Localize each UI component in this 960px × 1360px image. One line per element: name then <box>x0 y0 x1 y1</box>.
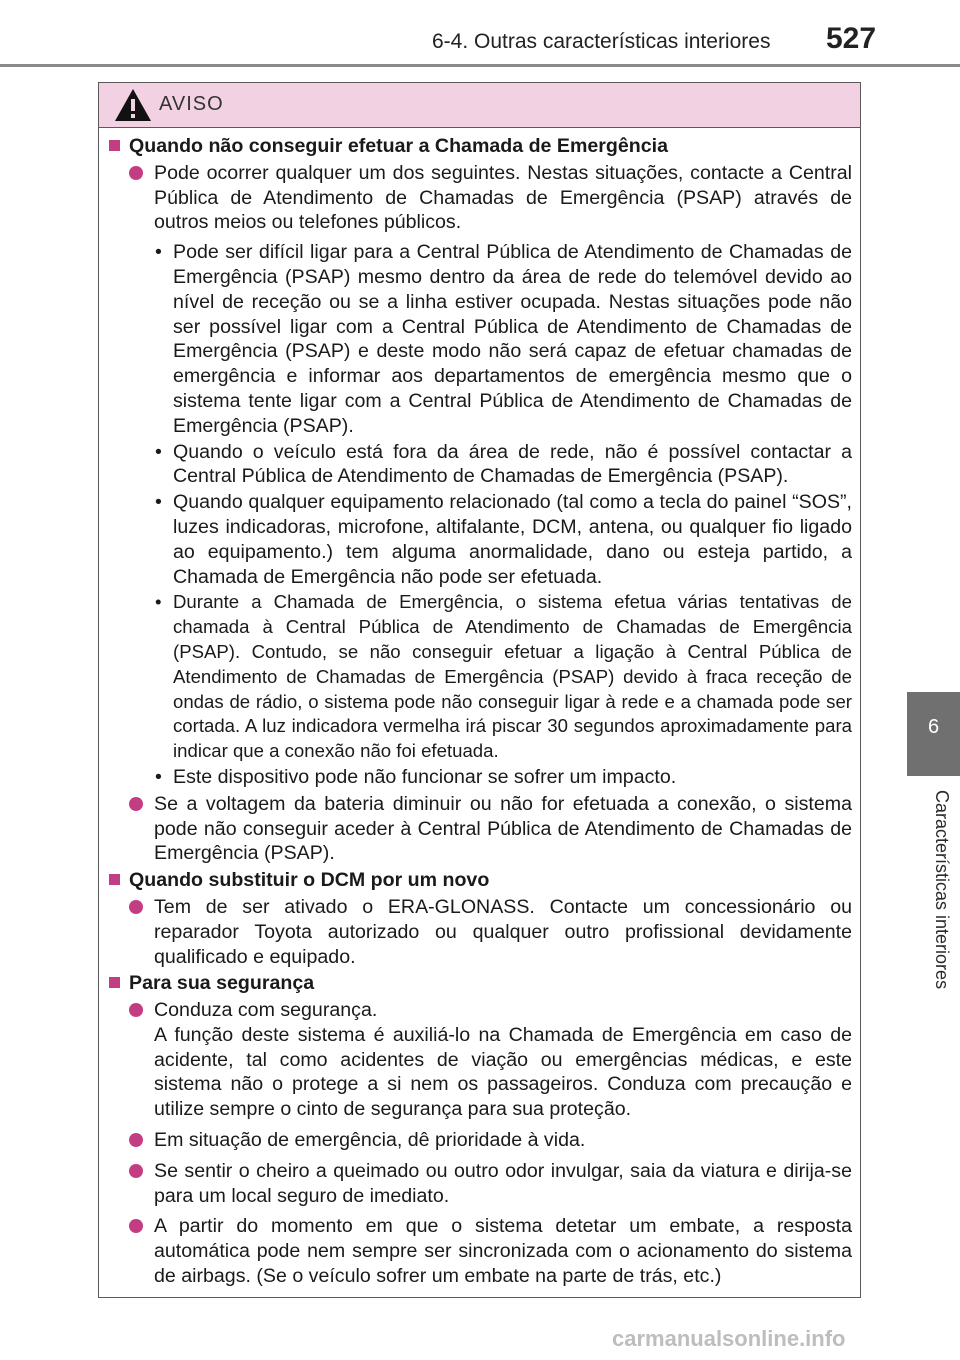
circle-bullet-icon <box>129 900 143 914</box>
warning-header <box>99 83 860 128</box>
list-item: Em situação de emergência, dê prioridade à vida. <box>109 1128 852 1153</box>
sub-list-item: • Quando o veículo está fora da área de rede, não é possível contactar a Central Pública de Atendimento de Chamadas de Emergência (PSAP). <box>155 440 852 488</box>
sub-list-item: • Pode ser difícil ligar para a Central Pública de Atendimento de Chamadas de Emergência (PSAP) mesmo dentro da área de rede do telemóvel devido ao nível de receção ou se a linha estiver ocupada. Nestas situações pode não ser possível ligar com a Central Pública de Atendimento de Chamadas de Emergência (PSAP) e deste modo não será capaz de efetuar chamadas de emergência e informar aos departamentos de emergência mesmo que o sistema tente ligar com a Central Pública de Atendimento de Chamadas de Emergência (PSAP). <box>155 241 852 437</box>
chapter-label: Características interiores <box>932 790 952 990</box>
page-number: 527 <box>826 22 877 55</box>
list-item: Tem de ser ativado o ERA-GLONASS. Contacte um concessionário ou reparador Toyota autorizado ou qualquer outro profissional devidamente qualificado e equipado. <box>109 895 852 969</box>
header-divider <box>0 64 960 67</box>
list-item: Se sentir o cheiro a queimado ou outro odor invulgar, saia da viatura e dirija-se para um local seguro de imediato. <box>109 1159 852 1209</box>
list-item: Conduza com segurança. <box>109 998 852 1023</box>
warning-title: AVISO <box>159 93 224 115</box>
sub-list-item: • Durante a Chamada de Emergência, o sistema efetua várias tentativas de chamada à Central Pública de Atendimento de Chamadas de Emergência (PSAP). Contudo, se não conseguir efetuar a ligação à Central Pública de Atendimento de Chamadas de Emergência (PSAP) devido à fraca receção de ondas de rádio, o sistema pode não conseguir ligar à rede e a chamada pode ser cortada. A luz indicadora vermelha irá piscar 30 segundos aproximadamente para indicar que a conexão não foi efetuada. <box>155 591 852 762</box>
sub-list-item: • Este dispositivo pode não funcionar se sofrer um impacto. <box>155 765 677 788</box>
circle-bullet-icon <box>129 1133 143 1147</box>
section-heading: Quando substituir o DCM por um novo <box>109 868 852 893</box>
warning-content <box>99 128 860 1289</box>
square-bullet-icon <box>109 140 120 151</box>
warning-triangle-icon <box>113 87 153 123</box>
section-heading: Quando não conseguir efetuar a Chamada de Emergência <box>109 134 852 159</box>
warning-box <box>98 82 861 1298</box>
list-item: A partir do momento em que o sistema detetar um embate, a resposta automática pode nem sempre ser sincronizada com o acionamento do sistema de airbags. (Se o veículo sofrer um embate na parte de trás, etc.) <box>109 1214 852 1288</box>
chapter-tab: 6 <box>907 692 960 776</box>
circle-bullet-icon <box>129 1219 143 1233</box>
square-bullet-icon <box>109 977 120 988</box>
circle-bullet-icon <box>129 797 143 811</box>
square-bullet-icon <box>109 874 120 885</box>
circle-bullet-icon <box>129 166 143 180</box>
list-item: Se a voltagem da bateria diminuir ou não for efetuada a conexão, o sistema pode não conseguir aceder à Central Pública de Atendimento de Chamadas de Emergência (PSAP). <box>109 792 852 866</box>
paragraph: A função deste sistema é auxiliá-lo na Chamada de Emergência em caso de acidente, tal como acidentes de viação ou emergências médicas, e este sistema não o protege a si nem os passageiros. Conduza com precaução e utilize sempre o cinto de segurança para sua proteção. <box>154 1023 852 1121</box>
section-heading: Para sua segurança <box>109 971 852 996</box>
circle-bullet-icon <box>129 1164 143 1178</box>
watermark: carmanualsonline.info <box>612 1326 846 1351</box>
circle-bullet-icon <box>129 1003 143 1017</box>
list-item: Pode ocorrer qualquer um dos seguintes. Nestas situações, contacte a Central Pública de Atendimento de Chamadas de Emergência (PSAP) através de outros meios ou telefones públicos. <box>109 161 852 235</box>
sub-list-item: • Quando qualquer equipamento relacionado (tal como a tecla do painel “SOS”, luzes indicadoras, microfone, altifalante, DCM, antena, ou qualquer fio ligado ao equipamento.) tem alguma anormalidade, dano ou esteja partido, a Chamada de Emergência não pode ser efetuada. <box>155 491 852 588</box>
section-title: 6-4. Outras características interiores <box>432 30 771 53</box>
page-header <box>0 0 960 66</box>
